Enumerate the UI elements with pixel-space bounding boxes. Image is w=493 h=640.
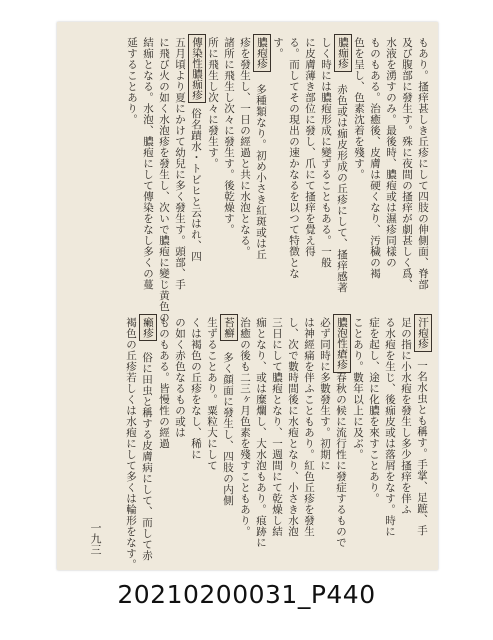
text-column: 水液を湧すのみ。最後時、膿疱或は濕疹同樣の	[385, 37, 397, 268]
text-column: 多く顔面に發生し、四肢の内側	[222, 352, 234, 506]
text-column: くは褐色の丘疹をなし、稀に	[190, 317, 202, 460]
text-column: 俗名蹟水・トビヒと云はれ、四	[190, 108, 202, 262]
text-column: 生ずることあり。粟粒大にして	[206, 317, 218, 471]
text-column: 痂となり、或は糜爛し、大水泡もあり。痕跡に	[255, 317, 267, 548]
text-column: 諸所に飛生し次々に發生す。後乾燥す。	[223, 37, 235, 235]
text-column: る水疱を生じ、後痂皮或は落屑をなす。時に	[384, 317, 396, 537]
text-column: 所に飛生し次々に發生す。	[207, 37, 219, 169]
text-column: 褐色の丘疹若しくは水疱にして多くは輪形をなす。	[125, 317, 137, 570]
section-heading: 苔癬	[220, 314, 238, 341]
text-column: 多種類なり。初め小さき紅斑或は丘	[255, 84, 267, 260]
text-column: 春秋の候に流行性に發症するもので	[335, 372, 347, 548]
page-number: 一九三	[89, 522, 102, 555]
text-column: は神經痛を伴ふこともあり。紅色丘疹を發生	[303, 317, 315, 537]
text-column: ものもある。治癒後、皮膚は硬くなり、汚穢の褐	[369, 37, 381, 279]
text-column: しく時には膿疱形成に變ずることもある。一般	[320, 37, 332, 268]
text-column: す。	[272, 37, 284, 59]
text-column: の如く赤色なるもの或は	[174, 317, 186, 438]
image-caption: 20210200031_P440	[117, 580, 376, 609]
text-column: 俗に田虫と稱する皮膚病にして、而して赤	[141, 352, 153, 561]
text-column: 五月頃より夏にかけて幼兒に多く發生す。頭部、手	[174, 37, 186, 290]
section-heading: 膿痂疹	[334, 34, 352, 72]
text-column: 及び腹部に發生す。殊に夜間の搔痒が劇甚しく爲、	[401, 37, 413, 290]
text-column: 治癒の後も二三ヶ月色素を殘すこともあり。	[239, 317, 251, 537]
section-heading: 膿泡性瘡疹	[333, 314, 351, 373]
text-column: ことあり。數年以上に及ぶ。	[352, 317, 364, 460]
text-column: 延することあり。	[126, 37, 138, 125]
text-column: し、次で數時間後に水疱となり、小さき水泡	[287, 317, 299, 537]
text-column: 疹を發生し、一日の經過と共に水泡となる。	[239, 37, 251, 257]
text-column: もあり。搔痒甚しき丘疹にして四肢の伸側面、脊部	[417, 37, 429, 290]
text-column: 三日にして膿疱となり、一週間にて乾燥し結	[271, 317, 283, 537]
section-heading: 傳染性膿痂疹	[188, 34, 206, 103]
text-column: 必ず同時に多數發生す。初期に	[319, 317, 331, 471]
section-heading: 膿疱疹	[253, 34, 271, 72]
text-column: 一名水虫とも稱す。手掌、足蹠、手	[416, 360, 428, 536]
text-column: に皮膚薄き部位に發し、爪にて搔痒を覺え得	[304, 37, 316, 257]
text-column: 足の指に小水疱を發生し多少搔痒を伴ふ	[400, 317, 412, 515]
text-column: 赤色或は痂皮形成の丘疹にして、搔痒感著	[336, 84, 348, 293]
document-page	[57, 22, 438, 570]
text-column: ものもある。皆慢性の經過	[158, 317, 170, 449]
text-column: 色を呈し、色素沈着を殘す。	[353, 37, 365, 180]
text-column: る。而してその現出の速かなるを以つて特徴とな	[288, 37, 300, 279]
section-heading: 汗疱疹	[414, 314, 432, 352]
text-column: 結痂となる。水泡、膿疱にして傳染をなし多くの蔓	[142, 37, 154, 290]
text-column: に飛び火の如く水泡疹を發生し、次いで膿疱に變じ黄色の	[158, 37, 170, 323]
text-column: 症を起し、途に化膿を來すことあり。	[368, 317, 380, 504]
section-heading: 癩疹	[139, 314, 157, 341]
